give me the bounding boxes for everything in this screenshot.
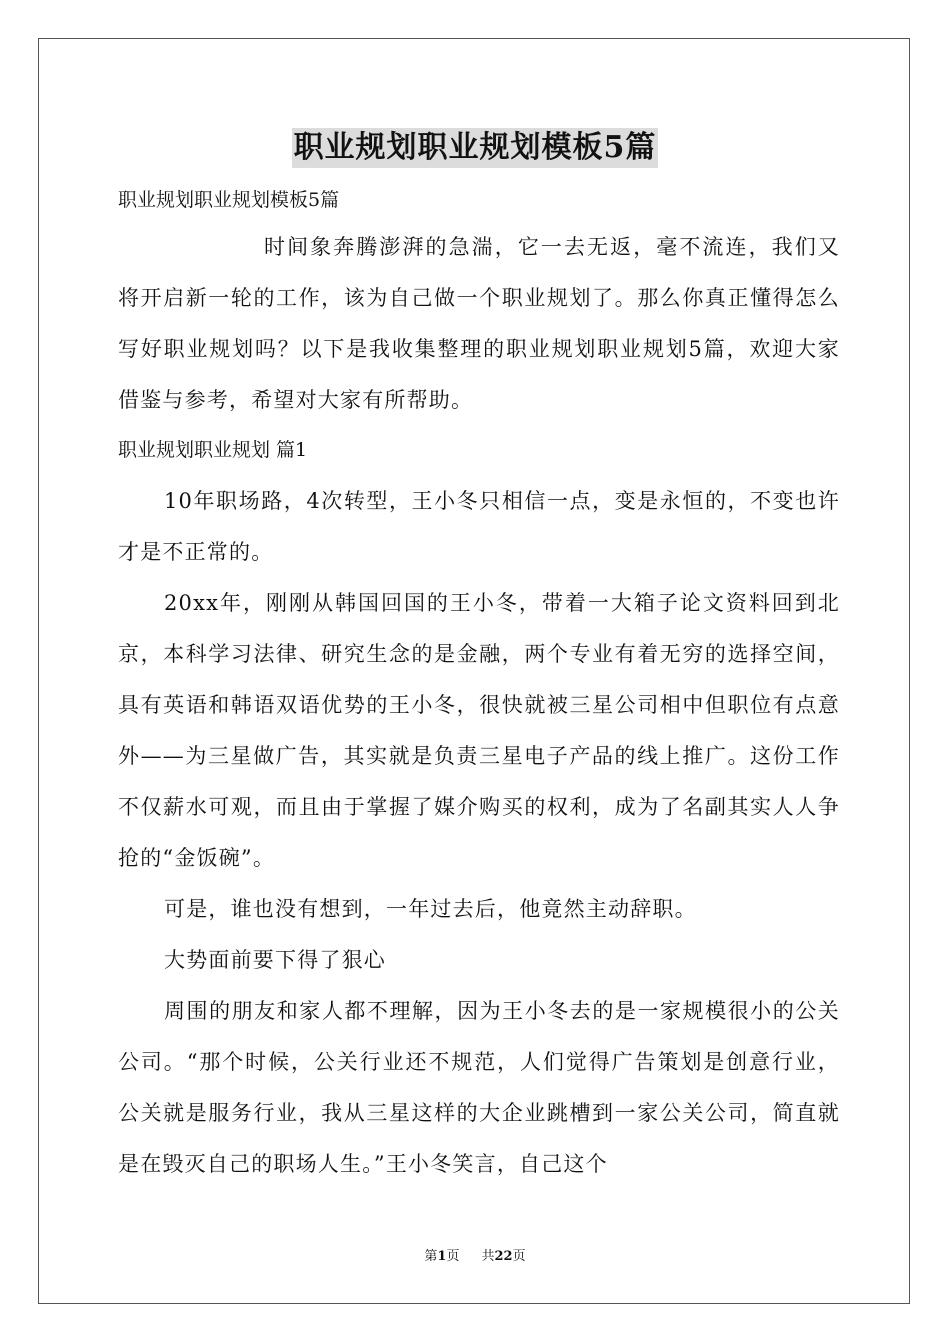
title-container xyxy=(0,128,950,168)
total-prefix: 共 xyxy=(481,1249,495,1264)
body-paragraph-4: 周围的朋友和家人都不理解，因为王小冬去的是一家规模很小的公关公司。“那个时候，公关行业还不规范，人们觉得广告策划是创意行业，公关就是服务行业，我从三星这样的大企业跳槽到一家公关公司，简直就是在毁灭自己的职场人生。”王小冬笑言，自己这个 xyxy=(118,999,840,1176)
page-total: 22 xyxy=(494,1249,513,1264)
intro-paragraph: 时间象奔腾澎湃的急湍，它一去无返，毫不流连，我们又将开启新一轮的工作，该为自己做一个职业规划了。那么你真正懂得怎么写好职业规划吗？以下是我收集整理的职业规划职业规划5篇，欢迎大家借鉴与参考，希望对大家有所帮助。 xyxy=(118,235,840,412)
document-subtitle: 职业规划职业规划模板5篇 xyxy=(118,189,340,211)
body-paragraph-1: 10年职场路，4次转型，王小冬只相信一点，变是永恒的，不变也许才是不正常的。 xyxy=(118,489,840,564)
total-unit: 页 xyxy=(512,1249,526,1264)
page-prefix: 第 xyxy=(424,1249,438,1264)
body-paragraph-3: 可是，谁也没有想到，一年过去后，他竟然主动辞职。 xyxy=(164,897,697,921)
page-unit: 页 xyxy=(446,1249,460,1264)
page-current: 1 xyxy=(437,1249,447,1264)
body-subheading: 大势面前要下得了狠心 xyxy=(164,948,386,972)
page-footer xyxy=(0,1248,950,1266)
body-paragraph-2: 20xx年，刚刚从韩国回国的王小冬，带着一大箱子论文资料回到北京，本科学习法律、研究生念的是金融，两个专业有着无穷的选择空间，具有英语和韩语双语优势的王小冬，很快就被三星公司相中但职位有点意外——为三星做广告，其实就是负责三星电子产品的线上推广。这份工作不仅薪水可观，而且由于掌握了媒介购买的权利，成为了名副其实人人争抢的“金饭碗”。 xyxy=(118,591,840,870)
document-body xyxy=(118,182,840,1190)
document-title: 职业规划职业规划模板5篇 xyxy=(292,128,659,168)
section-heading: 职业规划职业规划 篇1 xyxy=(118,439,308,461)
